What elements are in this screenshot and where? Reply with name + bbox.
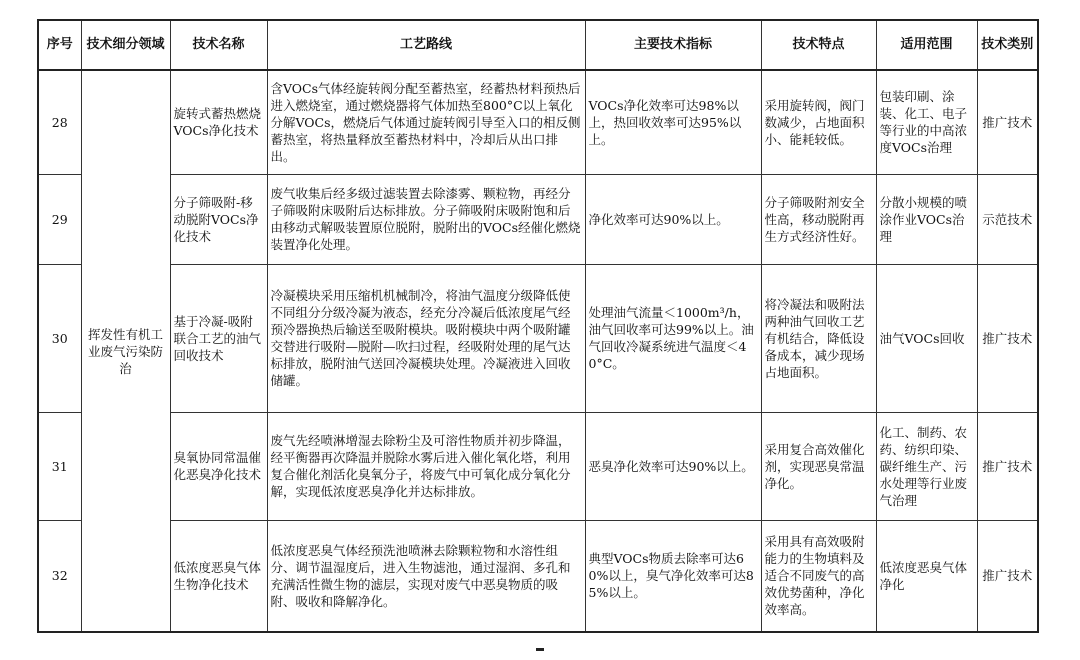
cell-features: 采用旋转阀，阀门数减少，占地面积小、能耗较低。 bbox=[761, 70, 876, 174]
table-row bbox=[38, 264, 1038, 412]
header-name: 技术名称 bbox=[170, 20, 267, 70]
cell-name: 臭氧协同常温催化恶臭净化技术 bbox=[170, 412, 267, 520]
cell-process: 废气先经喷淋增湿去除粉尘及可溶性物质并初步降温，经平衡器再次降温并脱除水雾后进入催化氧化塔，利用复合催化剂活化臭氧分子，将废气中可氧化成分氧化分解，实现低浓度恶臭净化并达标排放。 bbox=[267, 412, 585, 520]
cell-name: 分子筛吸附-移动脱附VOCs净化技术 bbox=[170, 174, 267, 264]
cell-seq: 31 bbox=[38, 412, 81, 520]
cell-name: 低浓度恶臭气体生物净化技术 bbox=[170, 520, 267, 632]
cell-indicators: VOCs净化效率可达98%以上，热回收效率可达95%以上。 bbox=[585, 70, 761, 174]
cell-category: 推广技术 bbox=[977, 70, 1038, 174]
cell-features: 采用具有高效吸附能力的生物填料及适合不同废气的高效优势菌种，净化效率高。 bbox=[761, 520, 876, 632]
cell-indicators: 典型VOCs物质去除率可达60%以上，臭气净化效率可达85%以上。 bbox=[585, 520, 761, 632]
table-row bbox=[38, 412, 1038, 520]
header-process: 工艺路线 bbox=[267, 20, 585, 70]
cell-scope: 包装印刷、涂装、化工、电子等行业的中高浓度VOCs治理 bbox=[876, 70, 977, 174]
cell-scope: 低浓度恶臭气体净化 bbox=[876, 520, 977, 632]
cell-process: 废气收集后经多级过滤装置去除漆雾、颗粒物，再经分子筛吸附床吸附后达标排放。分子筛吸附床吸附饱和后由移动式解吸装置原位脱附，脱附出的VOCs经催化燃烧装置净化处理。 bbox=[267, 174, 585, 264]
table-row bbox=[38, 520, 1038, 632]
cell-seq: 32 bbox=[38, 520, 81, 632]
cell-process: 含VOCs气体经旋转阀分配至蓄热室，经蓄热材料预热后进入燃烧室，通过燃烧器将气体加热至800°C以上氧化分解VOCs，燃烧后气体通过旋转阀引导至入口的相反侧蓄热室，将热量释放至蓄热材料中，冷却后从出口排出。 bbox=[267, 70, 585, 174]
technology-table bbox=[37, 19, 1039, 633]
cell-category: 推广技术 bbox=[977, 264, 1038, 412]
cell-seq: 30 bbox=[38, 264, 81, 412]
cell-category: 推广技术 bbox=[977, 412, 1038, 520]
cell-features: 分子筛吸附剂安全性高，移动脱附再生方式经济性好。 bbox=[761, 174, 876, 264]
cell-indicators: 恶臭净化效率可达90%以上。 bbox=[585, 412, 761, 520]
header-row bbox=[38, 20, 1038, 70]
cell-features: 采用复合高效催化剂，实现恶臭常温净化。 bbox=[761, 412, 876, 520]
header-seq: 序号 bbox=[38, 20, 81, 70]
cell-category: 示范技术 bbox=[977, 174, 1038, 264]
cell-seq: 28 bbox=[38, 70, 81, 174]
page-footer-mark bbox=[536, 648, 544, 651]
table-row bbox=[38, 70, 1038, 174]
cell-process: 低浓度恶臭气体经预洗池喷淋去除颗粒物和水溶性组分、调节温湿度后，进入生物滤池，通过湿润、多孔和充满活性微生物的滤层，实现对废气中恶臭物质的吸附、吸收和降解净化。 bbox=[267, 520, 585, 632]
cell-name: 基于冷凝-吸附联合工艺的油气回收技术 bbox=[170, 264, 267, 412]
header-category: 技术类别 bbox=[977, 20, 1038, 70]
cell-indicators: 处理油气流量＜1000m³/h，油气回收率可达99%以上。油气回收冷凝系统进气温度＜40°C。 bbox=[585, 264, 761, 412]
cell-indicators: 净化效率可达90%以上。 bbox=[585, 174, 761, 264]
header-domain: 技术细分领域 bbox=[81, 20, 170, 70]
table-row bbox=[38, 174, 1038, 264]
header-scope: 适用范围 bbox=[876, 20, 977, 70]
header-features: 技术特点 bbox=[761, 20, 876, 70]
cell-features: 将冷凝法和吸附法两种油气回收工艺有机结合，降低设备成本，减少现场占地面积。 bbox=[761, 264, 876, 412]
cell-process: 冷凝模块采用压缩机机械制冷，将油气温度分级降低使不同组分分级冷凝为液态，经充分冷凝后低浓度尾气经预冷器换热后输送至吸附模块。吸附模块中两个吸附罐交替进行吸附—脱附—吹扫过程，经吸附处理的尾气达标排放，脱附油气送回冷凝模块处理。冷凝液进入回收储罐。 bbox=[267, 264, 585, 412]
cell-seq: 29 bbox=[38, 174, 81, 264]
cell-category: 推广技术 bbox=[977, 520, 1038, 632]
cell-domain: 挥发性有机工业废气污染防治 bbox=[81, 70, 170, 632]
header-indicators: 主要技术指标 bbox=[585, 20, 761, 70]
cell-name: 旋转式蓄热燃烧VOCs净化技术 bbox=[170, 70, 267, 174]
cell-scope: 油气VOCs回收 bbox=[876, 264, 977, 412]
cell-scope: 化工、制药、农药、纺织印染、碳纤维生产、污水处理等行业废气治理 bbox=[876, 412, 977, 520]
cell-scope: 分散小规模的喷涂作业VOCs治理 bbox=[876, 174, 977, 264]
